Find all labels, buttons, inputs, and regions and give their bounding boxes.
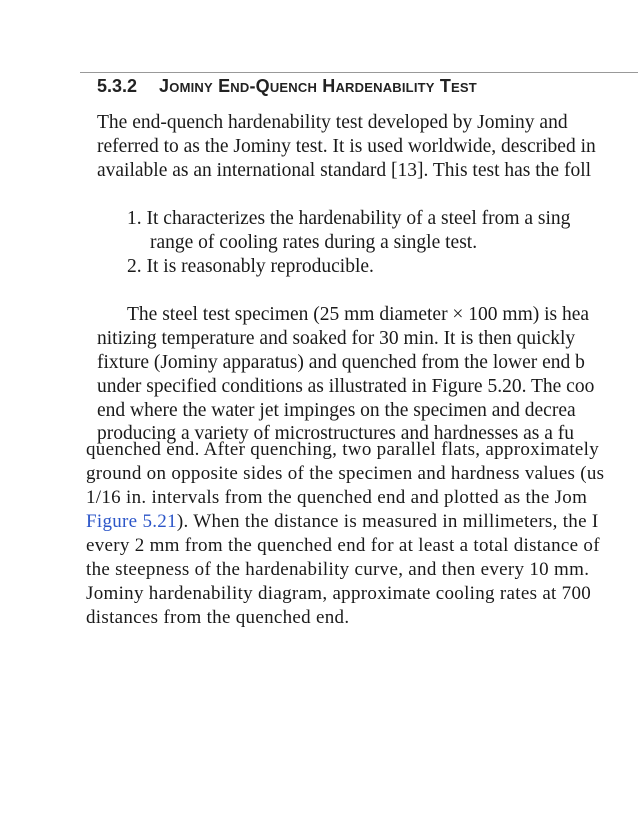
list-item-2: [127, 255, 374, 279]
list-text: It characterizes the hardenability of a steel from a sing: [146, 208, 571, 229]
list-number: 2.: [127, 256, 142, 277]
section-number: 5.3.2: [97, 76, 138, 96]
paragraph-line: quenched end. After quenching, two parallel flats, approximately: [86, 439, 600, 460]
header-rule: [80, 72, 638, 73]
paragraph-line: available as an international standard [13]. This test has the foll: [97, 160, 592, 181]
paragraph-line: every 2 mm from the quenched end for at least a total distance of: [86, 535, 600, 556]
section-heading: [97, 76, 477, 97]
paragraph-line: ground on opposite sides of the specimen and hardness values (us: [86, 463, 605, 484]
list-number: 1.: [127, 208, 142, 229]
list-item-1-cont: range of cooling rates during a single test.: [150, 232, 478, 253]
paragraph-line: Jominy hardenability diagram, approximate cooling rates at 700: [86, 583, 592, 604]
paragraph-line: [86, 510, 599, 534]
paragraph-line: The steel test specimen (25 mm diameter × 100 mm) is hea: [127, 304, 590, 325]
paragraph-line: producing a variety of microstructures and hardnesses as a fu: [97, 423, 575, 444]
paragraph-line: the steepness of the hardenability curve, and then every 10 mm.: [86, 559, 590, 580]
list-item-1: [127, 207, 570, 231]
paragraph-line: fixture (Jominy apparatus) and quenched from the lower end b: [97, 352, 585, 373]
paragraph-line: under specified conditions as illustrated in Figure 5.20. The coo: [97, 376, 595, 397]
paragraph-line: referred to as the Jominy test. It is used worldwide, described in: [97, 136, 596, 157]
paragraph-line: distances from the quenched end.: [86, 607, 350, 628]
list-text: It is reasonably reproducible.: [146, 256, 374, 277]
section-title: Jominy End-Quench Hardenability Test: [159, 76, 477, 96]
paragraph-line: 1/16 in. intervals from the quenched end and plotted as the Jom: [86, 487, 588, 508]
paragraph-line: nitizing temperature and soaked for 30 min. It is then quickly: [97, 328, 576, 349]
figure-link[interactable]: Figure 5.21: [86, 511, 177, 532]
paragraph-line: The end-quench hardenability test developed by Jominy and: [97, 112, 568, 133]
line-text: ). When the distance is measured in millimeters, the I: [176, 511, 599, 532]
paragraph-line: end where the water jet impinges on the specimen and decrea: [97, 400, 576, 421]
